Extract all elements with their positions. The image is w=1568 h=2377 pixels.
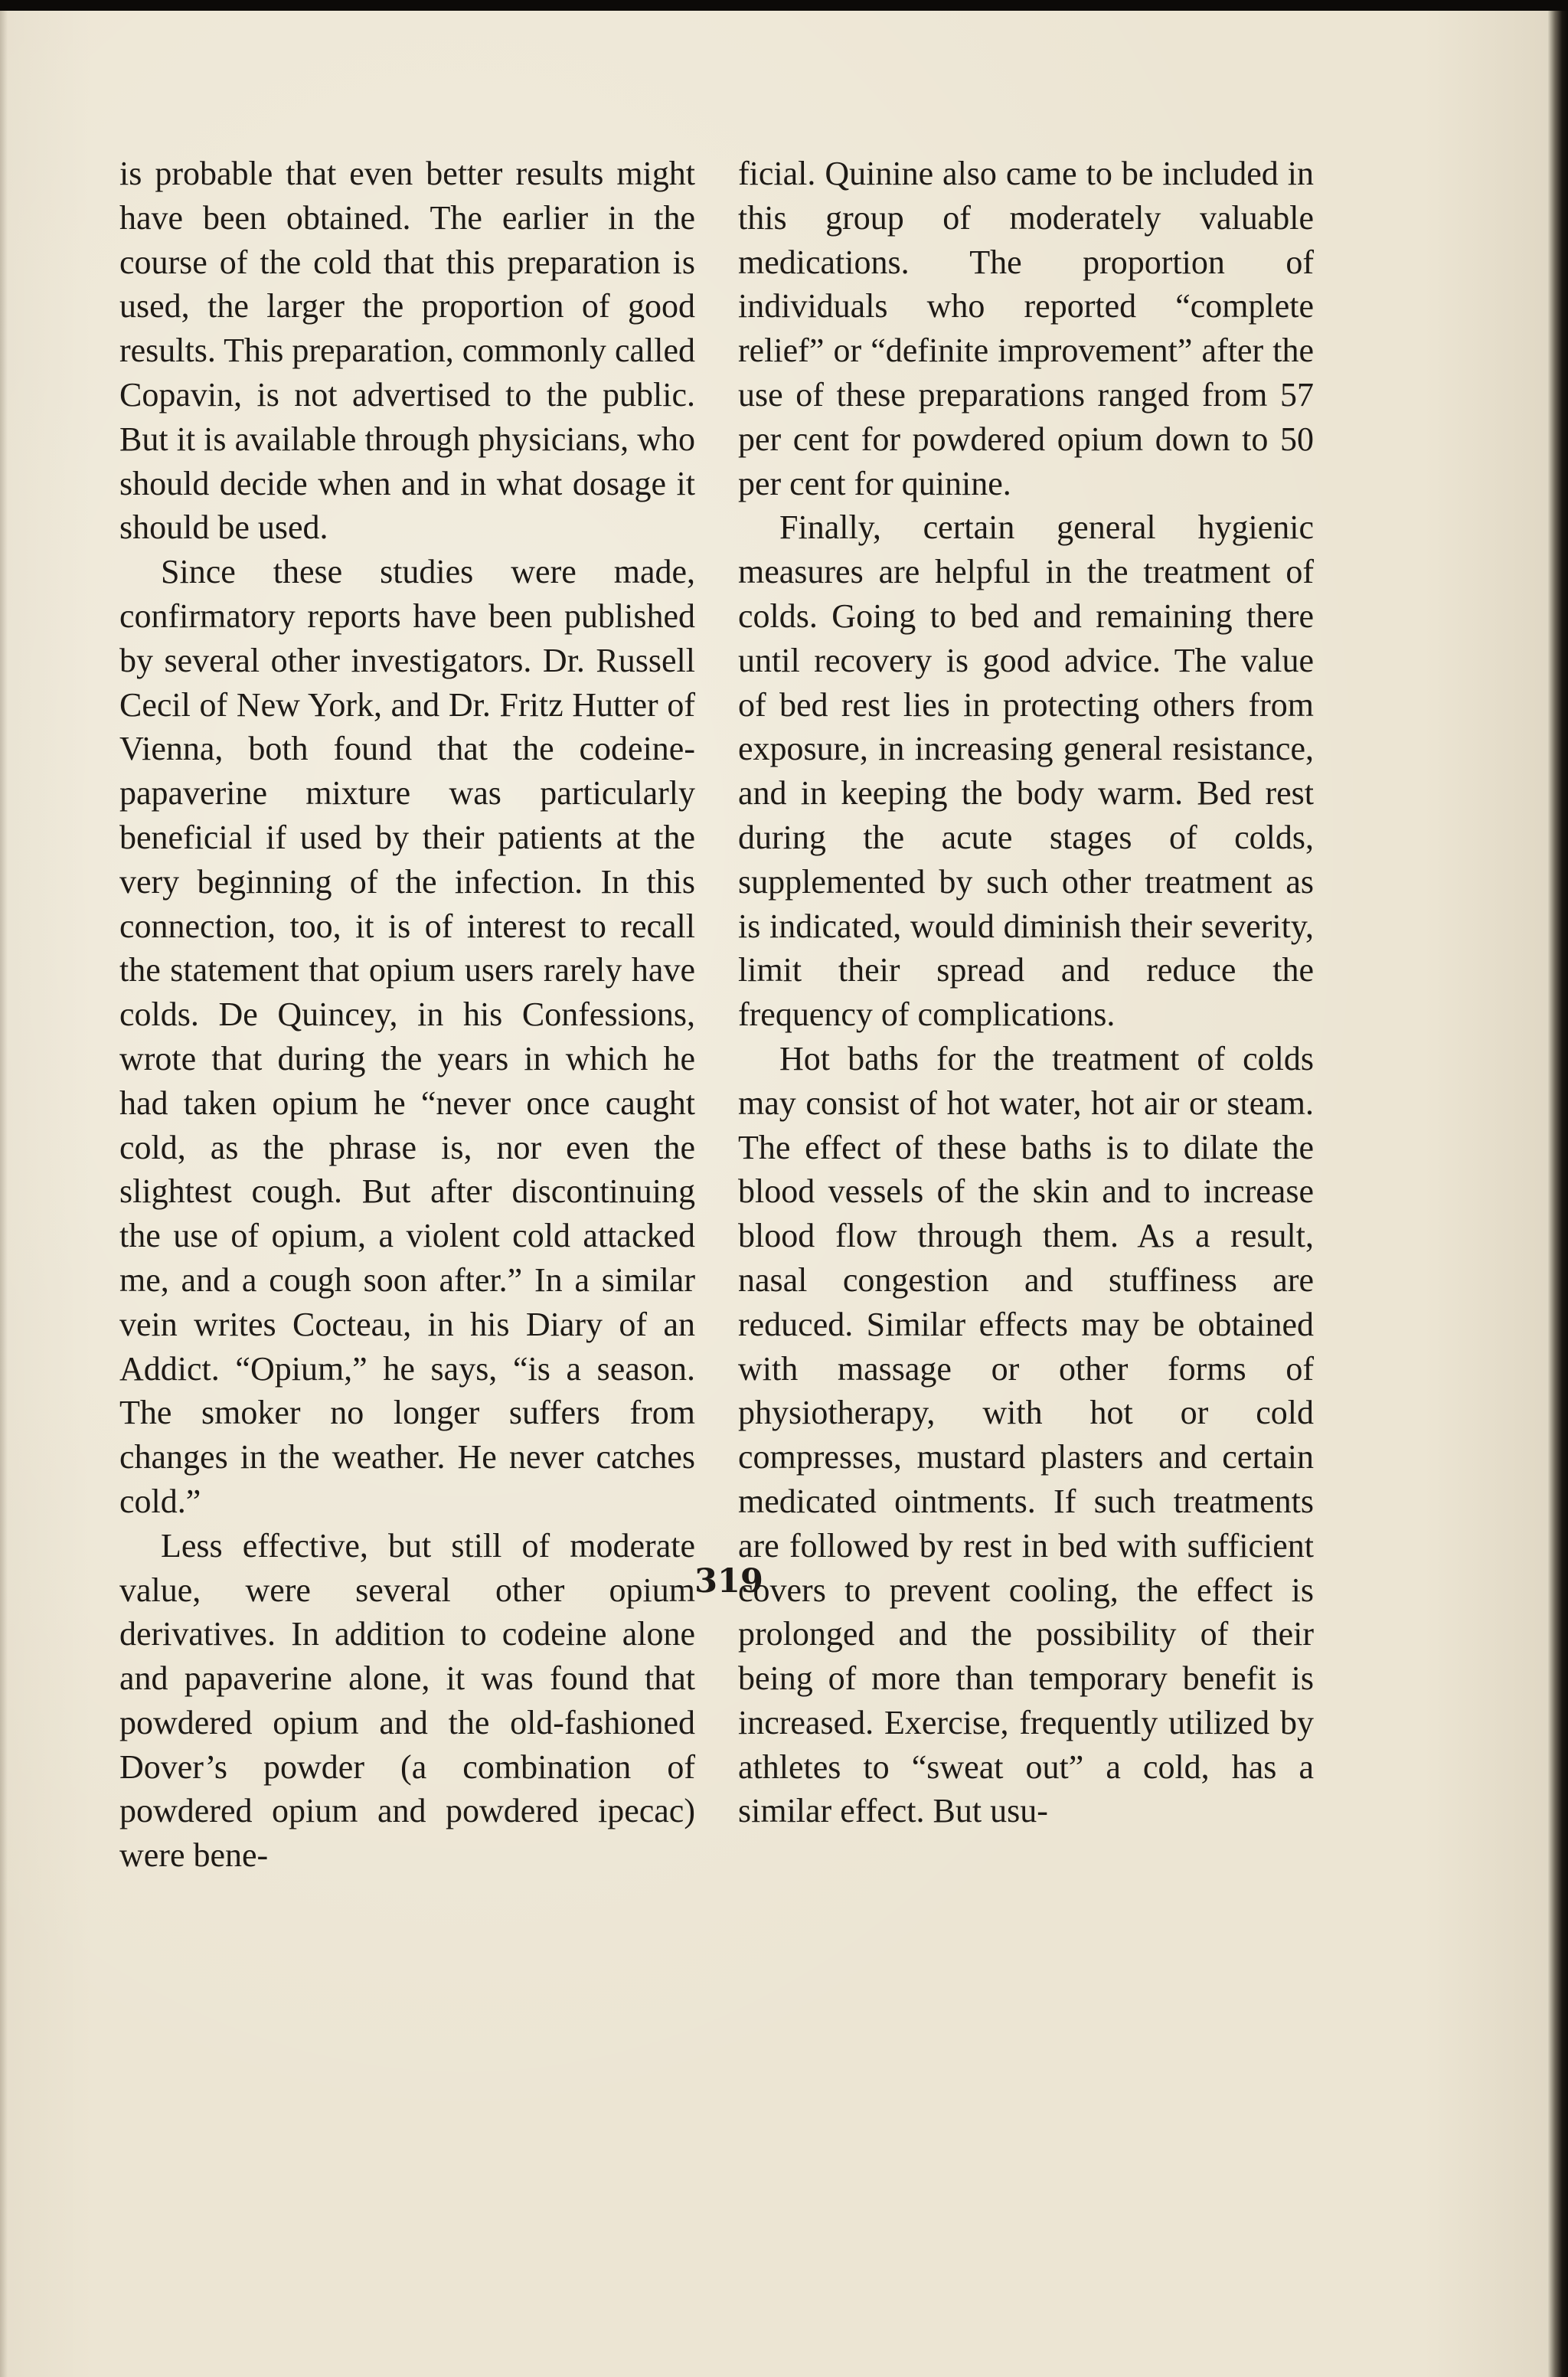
paragraph-hygienic-measures: Finally, certain general hygienic measures are helpful in the treatment of colds. Going to bed and remaining there until recovery is good advice. The value of bed rest lies in protecting others from exposure, in increasing general resistance, and in keeping the body warm. Bed rest during the acute stages of colds, supplemented by such other treatment as is indicated, would diminish their severity, limit their spread and reduce the frequency of complications. — [738, 508, 1314, 1034]
paragraph-less-effective: Less effective, but still of moderate value, were several other opium derivatives. In addition to codeine alone and papaverine alone, it was found that powdered opium and the old-fashioned Dover’s powder (a combination of powdered opium and powdered ipecac) were bene- — [119, 1526, 695, 1875]
left-text-column — [119, 152, 695, 1878]
paragraph-confirmatory-reports: Since these studies were made, confirmatory reports have been published by several other investigators. Dr. Russell Cecil of New York, and Dr. Fritz Hutter of Vienna, both found that the codeine-papaverine mixture was particularly beneficial if used by their patients at the very beginning of the infection. In this connection, too, it is of interest to recall the statement that opium users rarely have colds. De Quincey, in his Confessions, wrote that during the years in which he had taken opium he “never once caught cold, as the phrase is, nor even the slightest cough. But after discontinuing the use of opium, a violent cold attacked me, and a cough soon after.” In a similar vein writes Cocteau, in his Diary of an Addict. “Opium,” he says, “is a season. The smoker no longer suffers from changes in the weather. He never catches cold.” — [119, 553, 695, 1520]
page-spine-shadow — [1548, 11, 1568, 2377]
page-number: 319 — [694, 1562, 763, 1600]
paragraph-continued: is probable that even better results might have been obtained. The earlier in the course of the cold that this preparation is used, the larger the proportion of good results. This preparation, commonly called Copavin, is not advertised to the public. But it is available through physicians, who should decide when and in what dosage it should be used. — [119, 155, 695, 547]
right-text-column — [738, 152, 1314, 1833]
page-left-edge — [0, 11, 8, 2377]
paragraph-quinine: ficial. Quinine also came to be included in this group of moderately valuable medications. The proportion of individuals who reported “complete relief” or “definite improvement” after the use of these preparations ranged from 57 per cent for powdered opium down to 50 per cent for quinine. — [738, 155, 1314, 502]
paragraph-hot-baths: Hot baths for the treatment of colds may consist of hot water, hot air or steam. The effect of these baths is to dilate the blood vessels of the skin and to increase blood flow through them. As a result, nasal congestion and stuffiness are reduced. Similar effects may be obtained with massage or other forms of physiotherapy, with hot or cold compresses, mustard plasters and certain medicated ointments. If such treatments are followed by rest in bed with sufficient covers to prevent cooling, the effect is prolonged and the possibility of their being of more than temporary benefit is increased. Exercise, frequently utilized by athletes to “sweat out” a cold, has a similar effect. But usu- — [738, 1039, 1314, 1830]
